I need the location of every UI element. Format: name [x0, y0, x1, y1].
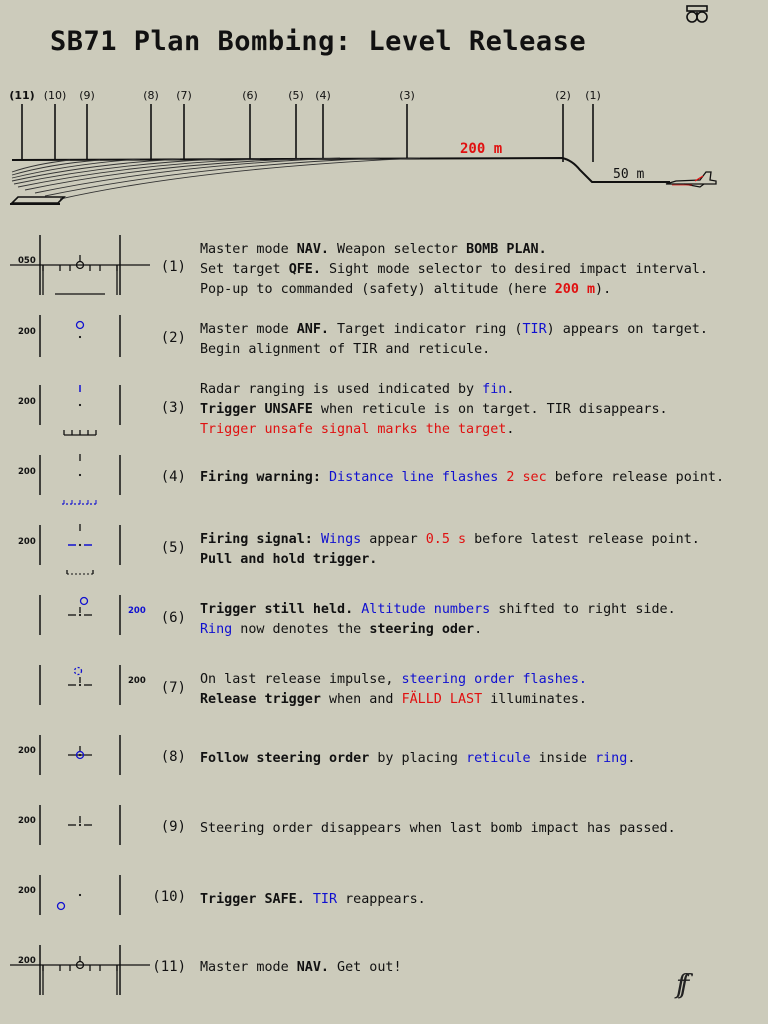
altitude-label: 200 m: [460, 141, 503, 157]
step-text-segment: NAV.: [296, 242, 329, 257]
procedure-step: [0, 375, 768, 445]
step-number: (2): [160, 330, 186, 346]
attack-profile-diagram: [0, 84, 768, 210]
profile-marker-label: (11): [9, 89, 35, 102]
profile-marker-label: (6): [242, 89, 258, 102]
step-line: [200, 468, 760, 488]
step-text-segment: On last release impulse,: [200, 672, 402, 687]
step-line: [200, 819, 760, 839]
page-title: SB71 Plan Bombing: Level Release: [50, 26, 587, 57]
step-text-segment: ring: [595, 751, 628, 766]
procedure-step: [0, 515, 768, 585]
step-number: (8): [160, 749, 186, 765]
step-description: [200, 600, 760, 640]
procedure-step: [0, 725, 768, 795]
tir-ring: [58, 903, 65, 910]
step-text-segment: Altitude numbers: [361, 602, 491, 617]
procedure-step: [0, 865, 768, 935]
step-text-segment: Begin alignment of TIR and reticule.: [200, 342, 491, 357]
step-line: [200, 380, 760, 400]
step-text-segment: 2 sec: [506, 470, 547, 485]
step-text-segment: shifted to right side.: [490, 602, 676, 617]
low-altitude-label: 50 m: [613, 167, 645, 182]
step-description: [200, 468, 760, 488]
step-line: [200, 530, 760, 550]
step-text-segment: Weapon selector: [329, 242, 467, 257]
ff-signature-icon: ff: [676, 970, 684, 1000]
reticule-dot: [79, 614, 81, 616]
hud-symbology: [0, 445, 160, 515]
procedure-step: [0, 655, 768, 725]
step-text-segment: now denotes the: [232, 622, 370, 637]
step-text-segment: steering order flashes.: [401, 672, 587, 687]
reticule-dot: [79, 824, 81, 826]
step-text-segment: fin: [482, 382, 507, 397]
step-text-segment: before latest release point.: [466, 532, 700, 547]
step-text-segment: Trigger unsafe signal marks the target: [200, 422, 507, 437]
step-text-segment: Set target: [200, 262, 289, 277]
step-text-segment: Master mode: [200, 242, 297, 257]
step-text-segment: Trigger SAFE.: [200, 892, 305, 907]
hud-altitude-value: 050: [18, 256, 36, 266]
step-text-segment: QFE.: [288, 262, 321, 277]
hud-symbology: [0, 865, 160, 935]
step-line: [200, 690, 760, 710]
step-text-segment: NAV.: [296, 960, 329, 975]
step-text-segment: inside: [530, 751, 596, 766]
reticule-dot: [79, 404, 81, 406]
procedure-step: [0, 795, 768, 865]
step-number: (4): [160, 469, 186, 485]
step-text-segment: Firing signal:: [200, 532, 313, 547]
step-text-segment: Get out!: [329, 960, 402, 975]
step-text-segment: Wings: [320, 532, 362, 547]
procedure-step: [0, 935, 768, 1005]
hud-altitude-value: 200: [18, 327, 36, 337]
procedure-step: [0, 445, 768, 515]
hud-symbology: [0, 935, 160, 1005]
hud-symbology: [0, 585, 160, 655]
profile-marker-label: (8): [143, 89, 159, 102]
step-text-segment: 0.5 s: [425, 532, 467, 547]
step-line: [200, 670, 760, 690]
reticule-dot: [79, 894, 81, 896]
hud-altitude-value: 200: [18, 816, 36, 826]
step-line: [200, 600, 760, 620]
step-text-segment: ).: [595, 282, 612, 297]
procedure-step: [0, 305, 768, 375]
step-text-segment: Follow steering order: [200, 751, 370, 766]
target-marker: [10, 197, 64, 204]
step-text-segment: Master mode: [200, 960, 297, 975]
step-description: [200, 890, 760, 910]
step-text-segment: Pull and hold trigger.: [200, 552, 378, 567]
step-description: [200, 749, 760, 769]
step-number: (5): [160, 540, 186, 556]
step-text-segment: Steering order disappears when last bomb impact has passed.: [200, 821, 676, 836]
procedure-step: [0, 585, 768, 655]
step-text-segment: Sight mode selector to desired impact interval.: [320, 262, 708, 277]
step-number: (6): [160, 610, 186, 626]
step-text-segment: 200 m: [554, 282, 596, 297]
hud-symbology: [0, 305, 160, 375]
profile-marker-label: (10): [43, 89, 67, 102]
profile-marker-label: (2): [555, 89, 571, 102]
step-description: [200, 320, 760, 360]
step-text-segment: BOMB PLAN.: [466, 242, 547, 257]
step-line: [200, 890, 760, 910]
step-text-segment: when and: [320, 692, 402, 707]
step-text-segment: .: [506, 382, 515, 397]
step-description: [200, 819, 760, 839]
step-line: [200, 240, 760, 260]
step-text-segment: before release point.: [546, 470, 725, 485]
step-text-segment: appear: [361, 532, 426, 547]
step-line: [200, 550, 760, 570]
step-text-segment: .: [474, 622, 483, 637]
profile-markers: [9, 89, 600, 162]
profile-marker-label: (3): [399, 89, 415, 102]
binoculars-icon: [684, 4, 710, 26]
step-number: (11): [152, 959, 186, 975]
step-text-segment: [305, 892, 313, 907]
profile-marker-label: (7): [176, 89, 192, 102]
hud-symbology: [0, 375, 160, 445]
step-description: [200, 530, 760, 570]
step-text-segment: by placing: [369, 751, 467, 766]
step-text-segment: Target indicator ring (: [329, 322, 523, 337]
hud-altitude-value: 200: [18, 537, 36, 547]
step-line: [200, 749, 760, 769]
step-line: [200, 260, 760, 280]
step-number: (7): [160, 680, 186, 696]
step-text-segment: Trigger UNSAFE: [200, 402, 313, 417]
step-number: (1): [160, 259, 186, 275]
procedure-step: [0, 233, 768, 303]
profile-marker-label: (5): [288, 89, 304, 102]
step-text-segment: .: [627, 751, 636, 766]
step-line: [200, 320, 760, 340]
step-text-segment: [313, 532, 321, 547]
step-text-segment: FÄLLD LAST: [401, 692, 483, 707]
hud-altitude-value: 200: [18, 956, 36, 966]
step-description: [200, 240, 760, 300]
step-line: [200, 280, 760, 300]
step-line: [200, 620, 760, 640]
hud-altitude-value: 200: [18, 467, 36, 477]
hud-symbology: [0, 795, 160, 865]
profile-marker-label: (4): [315, 89, 331, 102]
step-line: [200, 340, 760, 360]
aircraft-icon: [666, 172, 716, 187]
step-text-segment: Pop-up to commanded (safety) altitude (here: [200, 282, 555, 297]
step-text-segment: Trigger still held.: [200, 602, 354, 617]
step-text-segment: ANF.: [296, 322, 329, 337]
step-text-segment: reappears.: [337, 892, 426, 907]
profile-marker-label: (1): [585, 89, 601, 102]
profile-marker-label: (9): [79, 89, 95, 102]
hud-altitude-value: 200: [18, 886, 36, 896]
step-text-segment: Firing warning:: [200, 470, 321, 485]
hud-altitude-value: 200: [18, 397, 36, 407]
step-description: [200, 670, 760, 710]
step-description: [200, 380, 760, 440]
step-text-segment: TIR: [522, 322, 547, 337]
step-text-segment: Master mode: [200, 322, 297, 337]
step-number: (3): [160, 400, 186, 416]
reticule-dot: [79, 336, 81, 338]
step-text-segment: [321, 470, 329, 485]
reticule-dot: [79, 684, 81, 686]
hud-symbology: [0, 515, 160, 585]
step-text-segment: ) appears on target.: [546, 322, 708, 337]
hud-altitude-value: 200: [128, 676, 146, 686]
tir-ring: [77, 322, 84, 329]
bomb-trajectories: [12, 158, 420, 199]
step-text-segment: steering oder: [369, 622, 475, 637]
step-text-segment: Ring: [200, 622, 233, 637]
reticule-dot: [79, 544, 81, 546]
step-line: [200, 400, 760, 420]
step-text-segment: illuminates.: [482, 692, 587, 707]
hud-altitude-value: 200: [128, 606, 146, 616]
step-text-segment: Radar ranging is used indicated by: [200, 382, 483, 397]
step-text-segment: Release trigger: [200, 692, 321, 707]
step-text-segment: when reticule is on target. TIR disappears.: [312, 402, 668, 417]
reticule-dot: [79, 754, 81, 756]
step-number: (10): [152, 889, 186, 905]
steering-ring: [75, 668, 82, 675]
step-line: [200, 420, 760, 440]
hud-symbology: [0, 725, 160, 795]
hud-symbology: [0, 233, 160, 303]
step-text-segment: Distance line flashes: [329, 470, 499, 485]
reticule-dot: [79, 474, 81, 476]
step-number: (9): [160, 819, 186, 835]
hud-altitude-value: 200: [18, 746, 36, 756]
step-text-segment: .: [506, 422, 515, 437]
step-text-segment: TIR: [312, 892, 338, 907]
steering-ring: [81, 598, 88, 605]
hud-symbology: [0, 655, 160, 725]
step-text-segment: reticule: [466, 751, 531, 766]
